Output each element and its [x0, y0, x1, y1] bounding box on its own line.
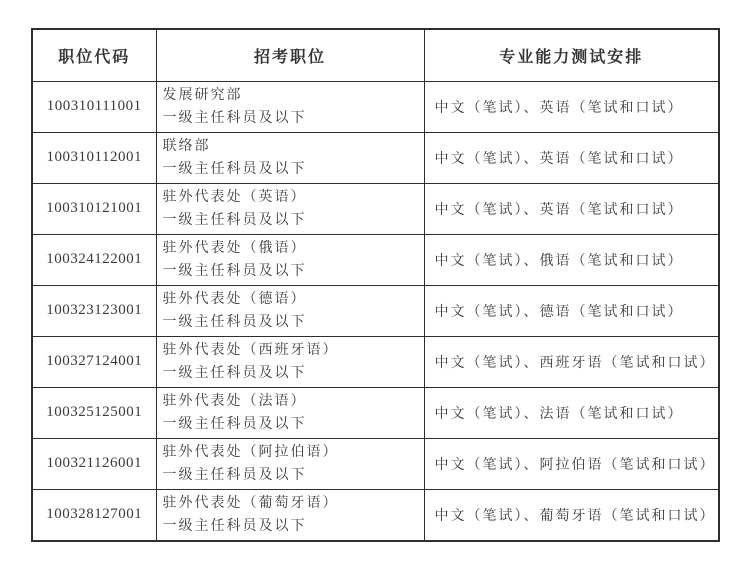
position-department: 驻外代表处（德语）: [162, 291, 307, 307]
header-row: [32, 29, 719, 81]
position-department: 驻外代表处（葡萄牙语）: [162, 495, 339, 511]
test-arrangement-cell: 中文（笔试）、英语（笔试和口试）: [424, 81, 719, 132]
position-rank: 一级主任科员及以下: [162, 365, 307, 381]
position-rank: 一级主任科员及以下: [162, 110, 307, 126]
position-department: 联络部: [162, 138, 211, 154]
table-row: [32, 285, 719, 336]
position-rank: 一级主任科员及以下: [162, 467, 307, 483]
header-position-code: 职位代码: [32, 29, 156, 81]
test-arrangement-cell: 中文（笔试）、英语（笔试和口试）: [424, 183, 719, 234]
position-department: 驻外代表处（俄语）: [162, 240, 307, 256]
test-arrangement-cell: 中文（笔试）、西班牙语（笔试和口试）: [424, 336, 719, 387]
position-rank: 一级主任科员及以下: [162, 263, 307, 279]
table-row: [32, 183, 719, 234]
position-cell: [156, 489, 424, 541]
position-cell: [156, 132, 424, 183]
position-cell: [156, 336, 424, 387]
test-arrangement-cell: 中文（笔试）、德语（笔试和口试）: [424, 285, 719, 336]
table-row: [32, 438, 719, 489]
header-recruit-position: 招考职位: [156, 29, 424, 81]
position-code-cell: 100321126001: [32, 438, 156, 489]
position-rank: 一级主任科员及以下: [162, 314, 307, 330]
position-rank: 一级主任科员及以下: [162, 212, 307, 228]
position-cell: [156, 183, 424, 234]
header-test-arrangement: 专业能力测试安排: [424, 29, 719, 81]
table-row: [32, 81, 719, 132]
position-cell: [156, 81, 424, 132]
table-row: [32, 234, 719, 285]
position-rank: 一级主任科员及以下: [162, 416, 307, 432]
position-rank: 一级主任科员及以下: [162, 518, 307, 534]
test-arrangement-cell: 中文（笔试）、法语（笔试和口试）: [424, 387, 719, 438]
table-row: [32, 132, 719, 183]
table-row: [32, 336, 719, 387]
recruitment-positions-table: [31, 28, 720, 542]
test-arrangement-cell: 中文（笔试）、葡萄牙语（笔试和口试）: [424, 489, 719, 541]
position-department: 驻外代表处（西班牙语）: [162, 342, 339, 358]
table-row: [32, 489, 719, 541]
position-department: 发展研究部: [162, 87, 243, 103]
position-department: 驻外代表处（英语）: [162, 189, 307, 205]
position-code-cell: 100323123001: [32, 285, 156, 336]
test-arrangement-cell: 中文（笔试）、俄语（笔试和口试）: [424, 234, 719, 285]
test-arrangement-cell: 中文（笔试）、英语（笔试和口试）: [424, 132, 719, 183]
position-code-cell: 100310112001: [32, 132, 156, 183]
position-rank: 一级主任科员及以下: [162, 161, 307, 177]
position-code-cell: 100327124001: [32, 336, 156, 387]
position-code-cell: 100310121001: [32, 183, 156, 234]
position-department: 驻外代表处（阿拉伯语）: [162, 444, 339, 460]
position-cell: [156, 438, 424, 489]
position-department: 驻外代表处（法语）: [162, 393, 307, 409]
position-cell: [156, 285, 424, 336]
position-code-cell: 100328127001: [32, 489, 156, 541]
position-code-cell: 100324122001: [32, 234, 156, 285]
table-row: [32, 387, 719, 438]
test-arrangement-cell: 中文（笔试）、阿拉伯语（笔试和口试）: [424, 438, 719, 489]
position-cell: [156, 387, 424, 438]
position-cell: [156, 234, 424, 285]
position-code-cell: 100325125001: [32, 387, 156, 438]
position-code-cell: 100310111001: [32, 81, 156, 132]
